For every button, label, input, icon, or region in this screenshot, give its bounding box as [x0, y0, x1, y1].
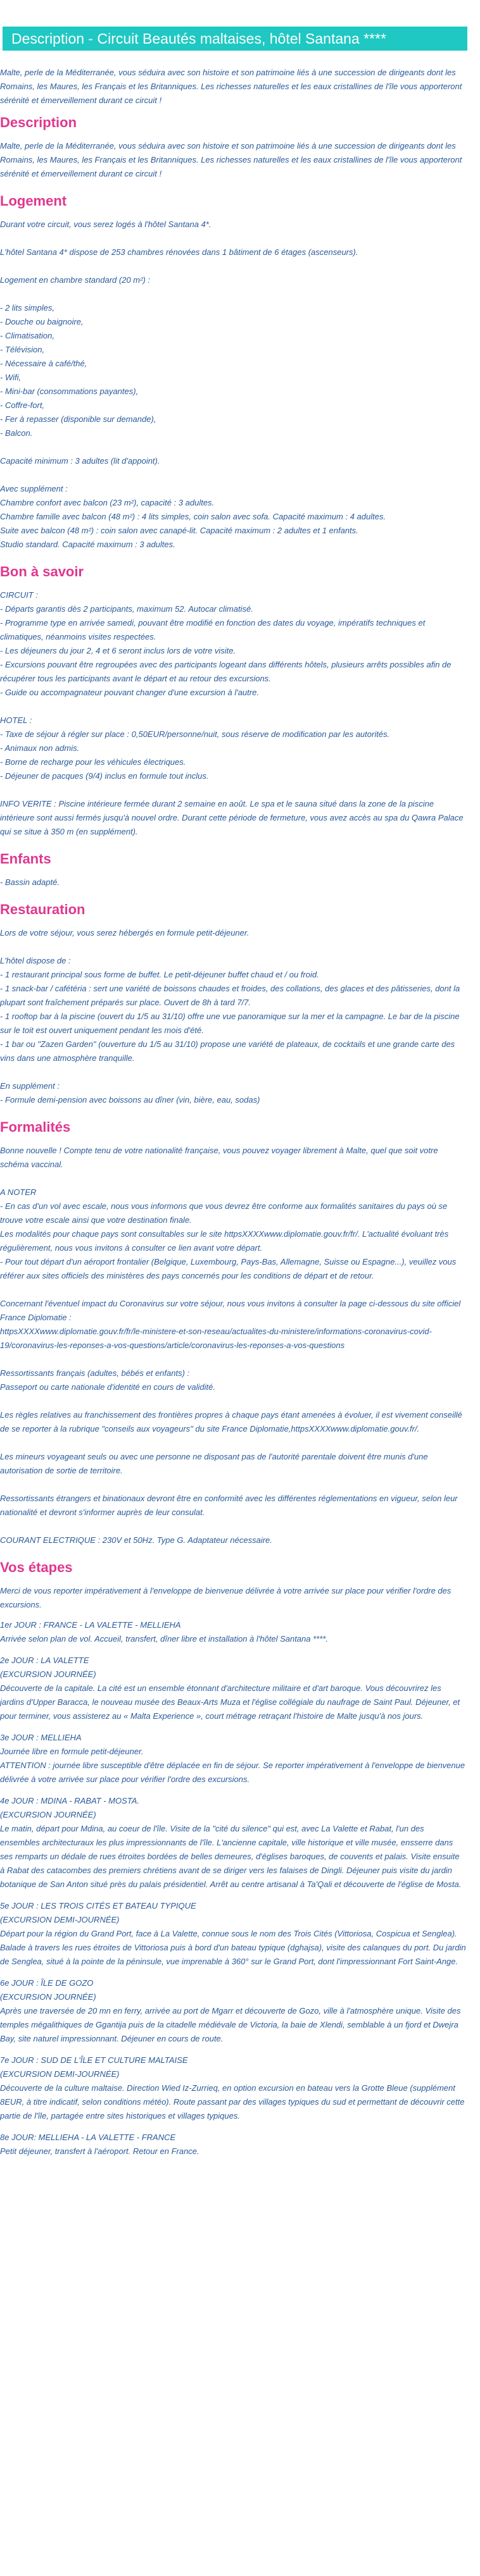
step-title: 4e JOUR : MDINA - RABAT - MOSTA. [0, 1796, 140, 1805]
step-text: Découverte de la capitale. La cité est un ensemble étonnant d'architecture militaire et d'art baroque. Vous découvrirez les jardins d'Upper Baracca, le nouveau musée des Beaux-Arts Muza et l'église collégiale du naufrage de Saint Paul. Déjeuner, et pour terminer, vous assisterez au « Malta Experience », court métrage retraçant l'histoire de Malte jusqu'à nos jours. [0, 1683, 460, 1721]
intro-text: Malte, perle de la Méditerranée, vous séduira avec son histoire et son patrimoine liés à une succession de dirigeants dont les Romains, les Maures, les Français et les Britanniques. Les richesses naturelles et les eaux cristallines de l'île vous apporteront sérénité et émerveillement durant ce circuit ! [0, 68, 462, 105]
step-item [0, 1654, 466, 1723]
step-text: Après une traversée de 20 mn en ferry, arrivée au port de Mgarr et découverte de Gozo, ville à l'atmosphère unique. Visite des temples mégalithiques de Ggantija puis de la citadelle médiévale de Victoria, la baie de Xlendi, semblable à un fjord et Dwejra Bay, site naturel impressionnant. Déjeuner en cours de route. [0, 2006, 461, 2043]
step-text: Découverte de la culture maltaise. Direction Wied Iz-Zurrieq, en option excursion en bateau vers la Grotte Bleue (supplément 8EUR, à titre indicatif, selon conditions météo). Route passant par des villages typiques du sud et permettant de découvrir cette partie de l'île, partagée entre sites historiques et villages typiques. [0, 2083, 465, 2121]
enfants-text: - Bassin adapté. [0, 877, 60, 887]
section-heading-enfants: Enfants [0, 851, 51, 867]
step-text: Petit déjeuner, transfert à l'aéroport. Retour en France. [0, 2146, 199, 2156]
step-title: 5e JOUR : LES TROIS CITÉS ET BATEAU TYPIQUE [0, 1901, 196, 1910]
step-title: 1er JOUR : FRANCE - LA VALETTE - MELLIEHA [0, 1620, 181, 1630]
step-title: 3e JOUR : MELLIEHA [0, 1733, 82, 1742]
section-etapes [0, 1559, 466, 2158]
step-text: Le matin, départ pour Mdina, au coeur de l'île. Visite de la "cité du silence" qui est, avec La Valette et Rabat, l'un des ensembles architecturaux les plus impressionnants de l'île. L'ancienne capitale, ville historique et ville musée, ensserre dans ses remparts un dédale de rues étroites bordées de belles demeures, d'églises baroques, de couvents et palais. Visite ensuite à Rabat des catacombes des premiers chrétiens avant de se diriger vers les falaises de Dingli. Déjeuner puis visite du jardin botanique de San Anton situé près du palais présidentiel. Arrêt au centre artisanal à Ta'Qali et découverte de l'église de Mosta. [0, 1824, 462, 1889]
step-title: 8e JOUR: MELLIEHA - LA VALETTE - FRANCE [0, 2133, 176, 2142]
section-enfants [0, 850, 466, 889]
step-text: Journée libre en formule petit-déjeuner. ATTENTION : journée libre susceptible d'être déplacée en fin de séjour. Se reporter impérativement à l'enveloppe de bienvenue délivrée à votre arrivée sur place pour vérifier l'ordre des excursions. [0, 1747, 465, 1784]
step-subtitle: (EXCURSION DEMI-JOURNÉE) [0, 1915, 120, 1924]
section-formalites [0, 1118, 466, 1547]
step-item [0, 1794, 466, 1892]
etapes-intro: Merci de vous reporter impérativement à l'enveloppe de bienvenue délivrée à votre arrivée sur place pour vérifier l'ordre des excursions. [0, 1586, 452, 1609]
step-subtitle: (EXCURSION JOURNÉE) [0, 1810, 96, 1819]
section-bon-a-savoir [0, 563, 466, 839]
restauration-text: Lors de votre séjour, vous serez hébergés en formule petit-déjeuner. L'hôtel dispose de : - 1 restaurant principal sous forme de buffet. Le petit-déjeuner buffet chaud et / ou froid. - 1 snack-bar / cafétéria : sert une variété de boissons chaudes et froides, des collations, des glaces et des pâtisseries, dont la plupart sont fraîchement préparés sur place. Ouvert de 8h à tard 7/7. - 1 rooftop bar à la piscine (ouvert du 1/5 au 31/10) offre une vue panoramique sur la mer et la campagne. Le bar de la piscine sur le toit est ouvert uniquement pendant les mois d'été. - 1 bar ou "Zazen Garden" (ouverture du 1/5 au 31/10) propose une variété de plateaux, de cocktails et une grande carte des vins dans une atmosphère tranquille. En supplément : - Formule demi-pension avec boissons au dîner (vin, bière, eau, sodas) [0, 928, 460, 1105]
section-logement [0, 192, 466, 552]
step-item [0, 1899, 466, 1969]
step-text: Arrivée selon plan de vol. Accueil, transfert, dîner libre et installation à l'hôtel Santana ****. [0, 1634, 328, 1644]
step-title: 6e JOUR : ÎLE DE GOZO [0, 1978, 94, 1988]
step-subtitle: (EXCURSION DEMI-JOURNÉE) [0, 2069, 120, 2079]
step-subtitle: (EXCURSION JOURNÉE) [0, 1669, 96, 1679]
page-title: Description - Circuit Beautés maltaises, hôtel Santana **** [3, 27, 467, 51]
step-text: Départ pour la région du Grand Port, face à La Valette, connue sous le nom des Trois Cités (Vittoriosa, Cospicua et Senglea). Balade à travers les rues étroites de Vittoriosa puis à bord d'un bateau typique (dghajsa), visite des calanques du port. Du jardin de Senglea, situé à la pointe de la péninsule, vue imprenable à 360° sur le Grand Port, dont l'impressionnant Fort Saint-Ange. [0, 1929, 466, 1966]
step-item [0, 1976, 466, 2046]
step-item [0, 2131, 466, 2158]
content [0, 66, 472, 2158]
description-text: Malte, perle de la Méditerranée, vous séduira avec son histoire et son patrimoine liés à une succession de dirigeants dont les Romains, les Maures, les Français et les Britanniques. Les richesses naturelles et les eaux cristallines de l'île vous apporteront sérénité et émerveillement durant ce circuit ! [0, 141, 462, 178]
step-subtitle: (EXCURSION JOURNÉE) [0, 1992, 96, 2002]
step-item [0, 1731, 466, 1786]
section-heading-bon-a-savoir: Bon à savoir [0, 564, 84, 579]
section-heading-formalites: Formalités [0, 1119, 71, 1135]
logement-text: Durant votre circuit, vous serez logés à l'hôtel Santana 4*. L'hôtel Santana 4* dispose de 253 chambres rénovées dans 1 bâtiment de 6 étages (ascenseurs). Logement en chambre standard (20 m²) : - 2 lits simples, - Douche ou baignoire, - Climatisation, - Télévision, - Nécessaire à café/thé, - Wifi, - Mini-bar (consommations payantes), - Coffre-fort, - Fer à repasser (disponible sur demande), - Balcon. Capacité minimum : 3 adultes (lit d'appoint). Avec supplément : Chambre confort avec balcon (23 m²), capacité : 3 adultes. Chambre famille avec balcon (48 m²) : 4 lits simples, coin salon avec sofa. Capacité maximum : 4 adultes. Suite avec balcon (48 m²) : coin salon avec canapé-lit. Capacité maximum : 2 adultes et 1 enfants. Studio standard. Capacité maximum : 3 adultes. [0, 220, 386, 549]
page [0, 27, 480, 2158]
section-heading-restauration: Restauration [0, 901, 85, 917]
formalites-text: Bonne nouvelle ! Compte tenu de votre nationalité française, vous pouvez voyager librement à Malte, quel que soit votre schéma vaccinal. A NOTER - En cas d'un vol avec escale, nous vous informons que vous devrez être conforme aux formalités sanitaires du pays où se trouve votre escale ainsi que votre destination finale. Les modalités pour chaque pays sont consultables sur le site httpsXXXXwww.diplomatie.gouv.fr/fr/. L'actualité évoluant très régulièrement, nous vous invitons à consulter ce lien avant votre départ. - Pour tout départ d'un aéroport frontalier (Belgique, Luxembourg, Pays-Bas, Allemagne, Suisse ou Espagne...), veuillez vous référer aux sites officiels des ministères des pays concernés pour les conditions de départ et de retour. Concernant l'éventuel impact du Coronavirus sur votre séjour, nous vous invitons à consulter la page ci-dessous du site officiel France Diplomatie : httpsXXXXwww.diplomatie.gouv.fr/fr/le-ministere-et-son-reseau/actualites-du-ministere/informations-coronavirus-covid-19/coronavirus-les-reponses-a-vos-questions/article/coronavirus-les-reponses-a-vos-questions Ressortissants français (adultes, bébés et enfants) : Passeport ou carte nationale d'identité en cours de validité. Les règles relatives au franchissement des frontières propres à chaque pays étant amenées à évoluer, il est vivement conseillé de se reporter à la rubrique "conseils aux voyageurs" du site France Diplomatie,httpsXXXXwww.diplomatie.gouv.fr/. Les mineurs voyageant seuls ou avec une personne ne disposant pas de l'autorité parentale doivent être munis d'une autorisation de sortie de territoire. Ressortissants étrangers et binationaux devront être en conformité avec les différentes réglementations en vigueur, selon leur nationalité et devront s'informer auprès de leur consulat. COURANT ELECTRIQUE : 230V et 50Hz. Type G. Adaptateur nécessaire. [0, 1146, 462, 1545]
section-restauration [0, 901, 466, 1107]
section-heading-etapes: Vos étapes [0, 1559, 73, 1575]
bon-a-savoir-text: CIRCUIT : - Départs garantis dès 2 participants, maximum 52. Autocar climatisé. - Programme type en arrivée samedi, pouvant être modifié en fonction des dates du voyage, impératifs techniques et climatiques, néanmoins visites respectées. - Les déjeuners du jour 2, 4 et 6 seront inclus lors de votre visite. - Excursions pouvant être regroupées avec des participants logeant dans différents hôtels, plusieurs arrêts possibles afin de récupérer tous les participants avant le départ et au retour des excursions. - Guide ou accompagnateur pouvant changer d'une excursion à l'autre. HOTEL : - Taxe de séjour à régler sur place : 0,50EUR/personne/nuit, sous réserve de modification par les autorités. - Animaux non admis. - Borne de recharge pour les véhicules électriques. - Déjeuner de pacques (9/4) inclus en formule tout inclus. INFO VERITE : Piscine intérieure fermée durant 2 semaine en août. Le spa et le sauna situé dans la zone de la piscine intérieure sont aussi fermés jusqu'à nouvel ordre. Durant cette période de fermeture, vous avez accès au spa du Qawra Palace qui se situe à 350 m (en supplément). [0, 590, 464, 836]
section-description [0, 114, 466, 181]
step-title: 7e JOUR : SUD DE L'ÎLE ET CULTURE MALTAISE [0, 2055, 188, 2065]
section-heading-description: Description [0, 115, 77, 130]
step-title: 2e JOUR : LA VALETTE [0, 1656, 89, 1665]
section-heading-logement: Logement [0, 193, 67, 209]
step-item [0, 2053, 466, 2123]
step-item [0, 1618, 466, 1646]
